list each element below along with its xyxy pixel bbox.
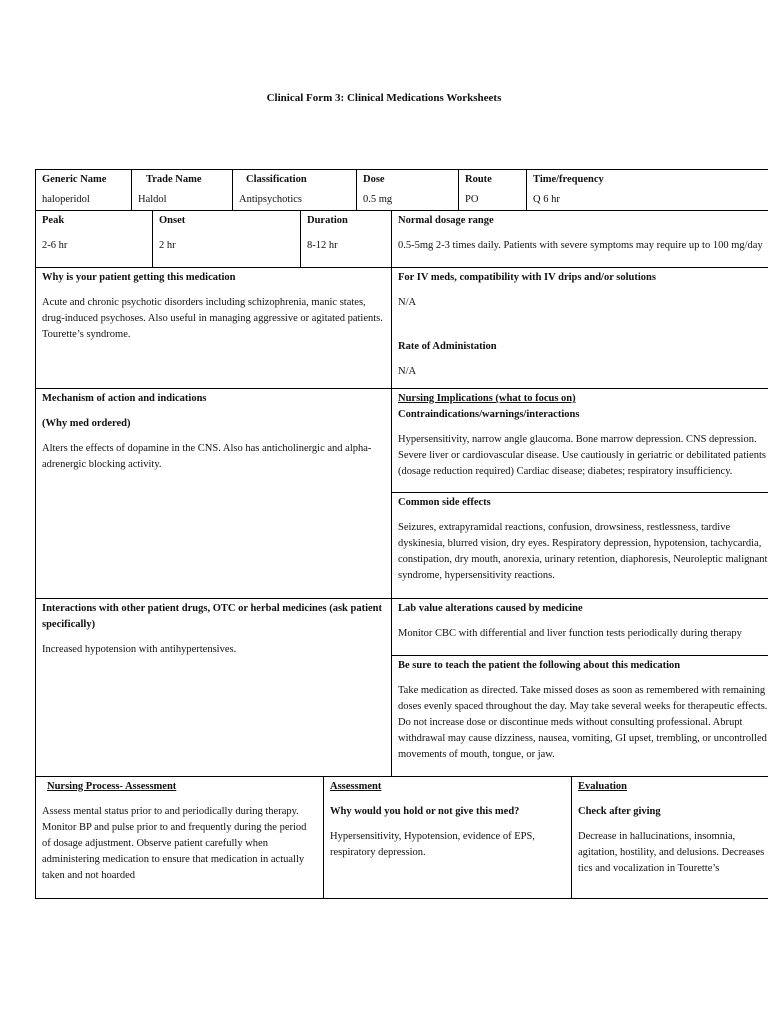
onset-label: Onset	[159, 215, 186, 226]
route-cell	[459, 170, 526, 210]
hold-value: Hypersensitivity, Hypotension, evidence of EPS, respiratory depression.	[330, 831, 535, 858]
interactions-label: Interactions with other patient drugs, OTC or herbal medicines (ask patient specifically)	[42, 603, 382, 630]
mechanism-sub-label: (Why med ordered)	[42, 418, 131, 429]
contraindications-value: Hypersensitivity, narrow angle glaucoma. Bone marrow depression. CNS depression. Severe liver or cardiovascular disease. Use cautiously in geriatric or debilitated patients (dosage reduction required) Cardiac disease; diabetes; respiratory insufficiency.	[398, 434, 766, 477]
teach-cell	[392, 656, 768, 776]
duration-value: 8-12 hr	[307, 240, 338, 251]
classification-value: Antipsychotics	[239, 194, 302, 205]
trade-name-label: Trade Name	[146, 174, 202, 185]
peak-cell	[36, 211, 152, 267]
mechanism-label: Mechanism of action and indications	[42, 393, 207, 404]
assessment-label: Nursing Process- Assessment	[47, 781, 177, 792]
mechanism-value: Alters the effects of dopamine in the CNS. Also has anticholinergic and alpha-adrenergic blocking activity.	[42, 443, 372, 470]
grid-line	[35, 898, 768, 899]
nursing-implications-cell	[392, 389, 768, 492]
teach-label: Be sure to teach the patient the following about this medication	[398, 660, 681, 671]
rate-value: N/A	[398, 366, 417, 377]
evaluation-value: Decrease in hallucinations, insomnia, agitation, hostility, and delusions. Decreases tics and vocalization in Tourette’s	[578, 831, 765, 874]
lab-cell	[392, 599, 768, 655]
route-value: PO	[465, 194, 479, 205]
hold-cell	[324, 777, 571, 898]
lab-value: Monitor CBC with differential and liver function tests periodically during therapy	[398, 628, 742, 639]
iv-value: N/A	[398, 297, 417, 308]
time-frequency-cell	[527, 170, 768, 210]
hold-label: Assessment	[330, 781, 382, 792]
normal-dosage-value: 0.5-5mg 2-3 times daily. Patients with severe symptoms may require up to 100 mg/day	[398, 240, 763, 251]
evaluation-label: Evaluation	[578, 781, 628, 792]
evaluation-cell	[572, 777, 768, 898]
peak-value: 2-6 hr	[42, 240, 68, 251]
duration-cell	[301, 211, 391, 267]
time-frequency-value: Q 6 hr	[533, 194, 560, 205]
classification-cell	[233, 170, 356, 210]
trade-name-cell	[132, 170, 232, 210]
interactions-value: Increased hypotension with antihypertensives.	[42, 644, 237, 655]
why-cell	[36, 268, 391, 388]
rate-label: Rate of Administation	[398, 341, 497, 352]
assessment-cell	[36, 777, 323, 898]
normal-dosage-cell	[392, 211, 768, 267]
page-title: Clinical Form 3: Clinical Medications Worksheets	[266, 92, 502, 104]
teach-value: Take medication as directed. Take missed doses as soon as remembered with remaining doses evenly spaced throughout the day. May take several weeks for therapeutic effects. Do not increase dose or discontinue meds without consulting professional. Abrupt withdrawal may cause dizziness, nausea, vomiting, GI upset, trembling, or uncontrolled movements of mouth, tongue, or jaw.	[398, 685, 768, 760]
classification-label: Classification	[246, 174, 307, 185]
time-frequency-label: Time/frequency	[533, 174, 604, 185]
side-effects-label: Common side effects	[398, 497, 491, 508]
hold-sub-label: Why would you hold or not give this med?	[330, 806, 520, 817]
evaluation-sub-label: Check after giving	[578, 806, 661, 817]
side-effects-cell	[392, 493, 768, 598]
onset-cell	[153, 211, 300, 267]
interactions-cell	[36, 599, 391, 776]
trade-name-value: Haldol	[138, 194, 167, 205]
normal-dosage-label: Normal dosage range	[398, 215, 494, 226]
side-effects-value: Seizures, extrapyramidal reactions, confusion, drowsiness, restlessness, tardive dyskinesia, blurred vision, dry eyes. Respiratory depression, hypotension, tachycardia, constipation, dry mouth, anorexia, urinary retention, diaphoresis, Neuroleptic malignant syndrome, hypersensitivity reactions.	[398, 522, 768, 581]
dose-cell	[357, 170, 458, 210]
nursing-implications-label: Nursing Implications (what to focus on)	[398, 393, 576, 404]
dose-value: 0.5 mg	[363, 194, 393, 205]
peak-label: Peak	[42, 215, 65, 226]
dose-label: Dose	[363, 174, 385, 185]
why-value: Acute and chronic psychotic disorders including schizophrenia, manic states, drug-induced psychoses. Also useful in managing aggressive or agitated patients. Tourette’s syndrome.	[42, 297, 383, 340]
duration-label: Duration	[307, 215, 348, 226]
generic-name-label: Generic Name	[42, 174, 107, 185]
generic-name-cell	[36, 170, 131, 210]
route-label: Route	[465, 174, 492, 185]
assessment-value: Assess mental status prior to and periodically during therapy. Monitor BP and pulse prior to and frequently during the period of dosage adjustment. Observe patient carefully when administering medication to ensure that medication in actually taken and not hoarded	[42, 806, 307, 881]
contraindications-label: Contraindications/warnings/interactions	[398, 409, 580, 420]
onset-value: 2 hr	[159, 240, 176, 251]
iv-cell	[392, 268, 768, 388]
generic-name-value: haloperidol	[42, 194, 90, 205]
mechanism-cell	[36, 389, 391, 598]
lab-label: Lab value alterations caused by medicine	[398, 603, 583, 614]
why-label: Why is your patient getting this medication	[42, 272, 236, 283]
iv-label: For IV meds, compatibility with IV drips and/or solutions	[398, 272, 656, 283]
